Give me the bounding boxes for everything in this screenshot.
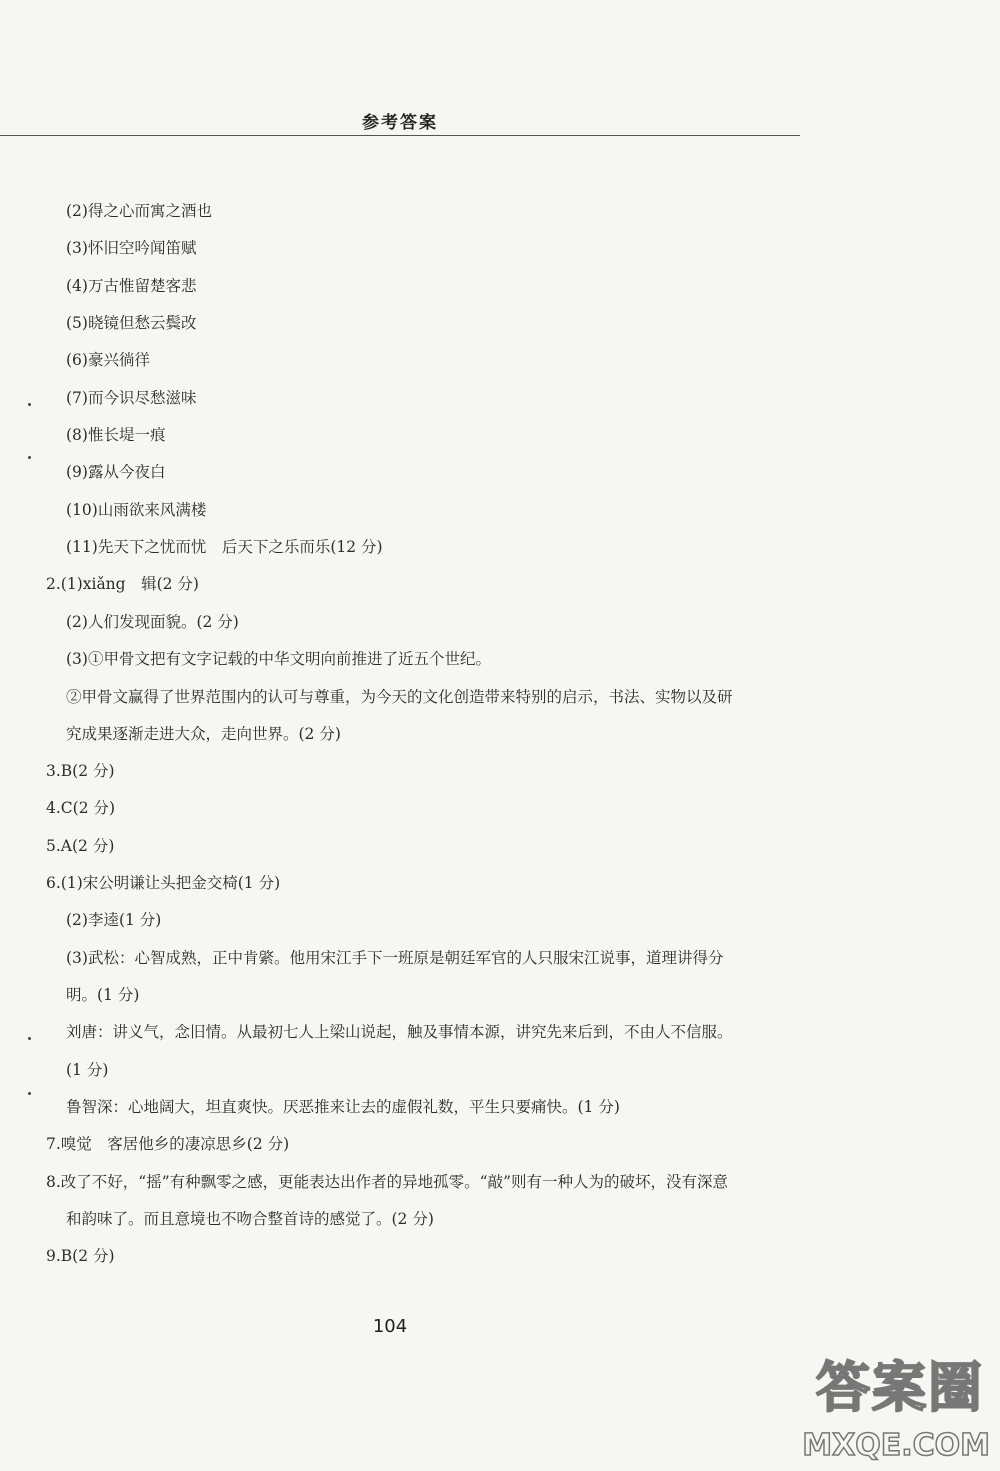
- answer-line: 2.(1)xiǎng 辑(2 分): [46, 575, 199, 593]
- answer-line: 9.B(2 分): [46, 1247, 115, 1265]
- answer-line: (4)万古惟留楚客悲: [66, 277, 197, 295]
- answer-line: 鲁智深：心地阔大，坦直爽快。厌恶推来让去的虚假礼数，平生只要痛快。(1 分): [66, 1098, 620, 1116]
- answer-line: (2)李逵(1 分): [66, 911, 162, 929]
- answer-line: 3.B(2 分): [46, 762, 115, 780]
- page-header-title: 参考答案: [362, 113, 438, 133]
- answer-line: (10)山雨欲来风满楼: [66, 501, 207, 519]
- answer-line: 6.(1)宋公明谦让头把金交椅(1 分): [46, 874, 281, 892]
- answer-line: (7)而今识尽愁滋味: [66, 389, 197, 407]
- answer-line: 7.嗅觉 客居他乡的凄凉思乡(2 分): [46, 1135, 290, 1153]
- answer-line: (9)露从今夜白: [66, 463, 166, 481]
- header-divider: [0, 135, 800, 136]
- answer-line: 和韵味了。而且意境也不吻合整首诗的感觉了。(2 分): [66, 1210, 434, 1228]
- answer-line: (5)晓镜但愁云鬓改: [66, 314, 197, 332]
- answer-line: 究成果逐渐走进大众，走向世界。(2 分): [66, 725, 341, 743]
- scan-speck: [28, 1092, 31, 1095]
- watermark-main-text: 答案圈: [816, 1356, 984, 1419]
- answer-line: (2)人们发现面貌。(2 分): [66, 613, 239, 631]
- scan-speck: [28, 403, 31, 406]
- answer-line: (3)①甲骨文把有文字记载的中华文明向前推进了近五个世纪。: [66, 650, 491, 668]
- answer-line: 4.C(2 分): [46, 799, 116, 817]
- answer-line: 明。(1 分): [66, 986, 140, 1004]
- answer-line: (3)武松：心智成熟，正中肯綮。他用宋江手下一班原是朝廷军官的人只服宋江说事，道理讲得分: [66, 949, 724, 967]
- scan-speck: [28, 1037, 31, 1040]
- answer-line: 8.改了不好，“摇”有种飘零之感，更能表达出作者的异地孤零。“敲”则有一种人为的破坏，没有深意: [46, 1173, 728, 1191]
- answer-line: (1 分): [66, 1061, 109, 1079]
- answer-line: 刘唐：讲义气，念旧情。从最初七人上梁山说起，触及事情本源，讲究先来后到，不由人不信服。: [66, 1023, 733, 1041]
- scan-speck: [28, 456, 31, 459]
- watermark-url-text: MXQE.COM: [802, 1428, 990, 1463]
- answer-line: (2)得之心而寓之酒也: [66, 202, 212, 220]
- page-number: 104: [372, 1316, 408, 1337]
- watermark-logo: [794, 1345, 994, 1465]
- answer-line: (11)先天下之忧而忧 后天下之乐而乐(12 分): [66, 538, 383, 556]
- answer-line: ②甲骨文赢得了世界范围内的认可与尊重，为今天的文化创造带来特别的启示，书法、实物以及研: [66, 688, 733, 706]
- answer-line: (6)豪兴徜徉: [66, 351, 150, 369]
- answer-line: (8)惟长堤一痕: [66, 426, 166, 444]
- answer-line: (3)怀旧空吟闻笛赋: [66, 239, 197, 257]
- answer-line: 5.A(2 分): [46, 837, 115, 855]
